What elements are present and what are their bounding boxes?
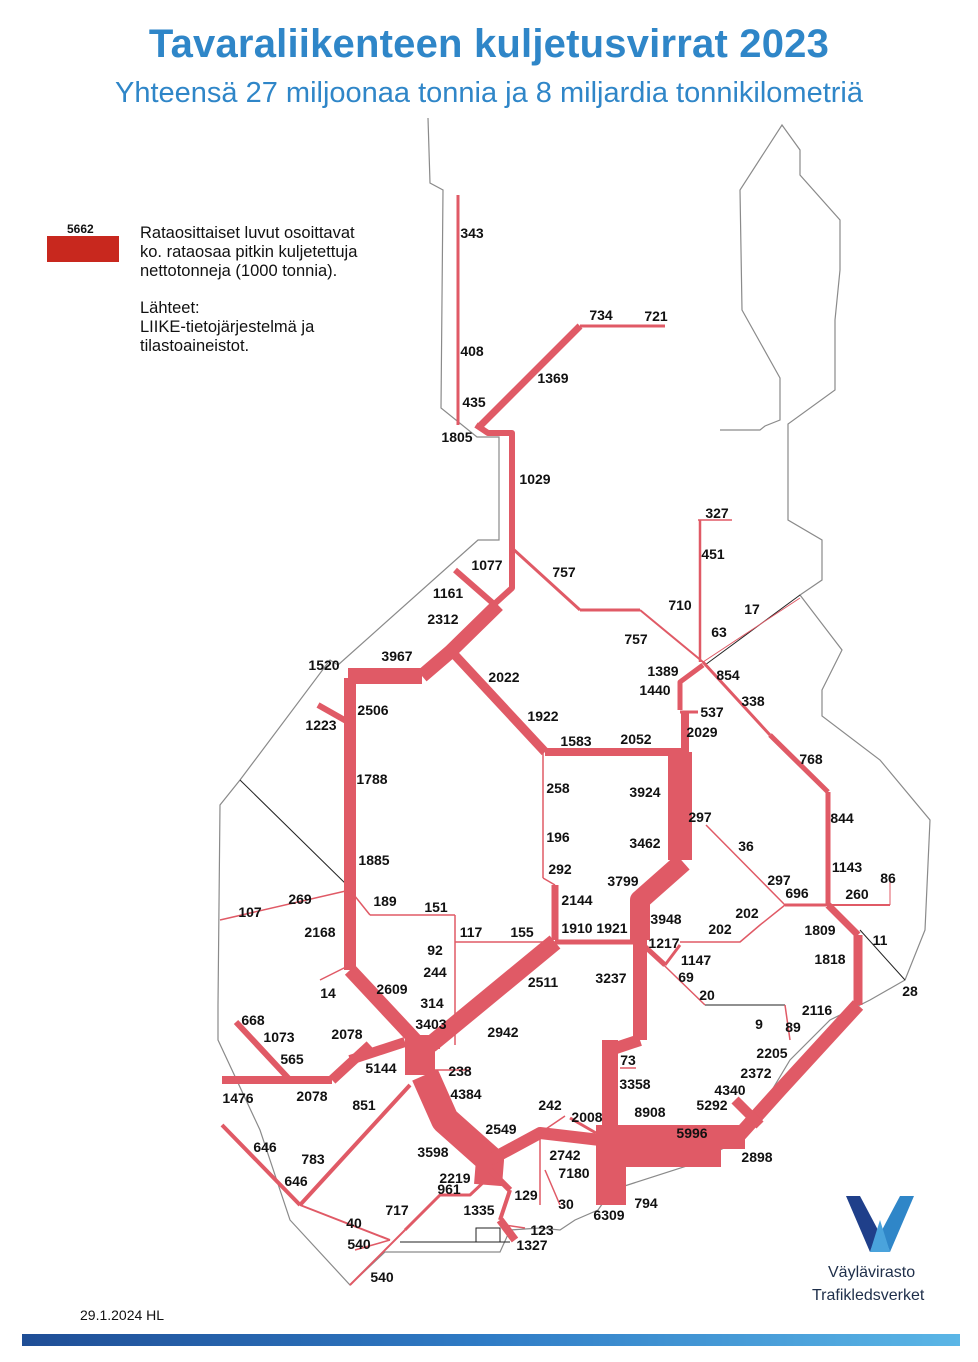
flow-label: 3237 <box>595 970 627 986</box>
flow-label: 3403 <box>415 1016 447 1032</box>
flow-label: 1922 <box>527 708 559 724</box>
flow-label: 1143 <box>831 859 863 875</box>
flow-label: 69 <box>678 969 694 985</box>
flow-label: 2052 <box>620 731 652 747</box>
flow-label: 202 <box>735 905 759 921</box>
flow-label: 3462 <box>629 835 661 851</box>
footer-date: 29.1.2024 HL <box>80 1307 165 1323</box>
flow-label: 1885 <box>358 852 390 868</box>
flow-label: 242 <box>538 1097 562 1113</box>
flow-label: 2549 <box>485 1121 517 1137</box>
flow-label: 5144 <box>365 1060 397 1076</box>
flow-label: 1029 <box>519 471 551 487</box>
flow-label: 1818 <box>814 951 846 967</box>
flow-label: 2506 <box>357 702 389 718</box>
flow-label: 1327 <box>516 1237 548 1253</box>
footer-bar <box>22 1334 960 1346</box>
flow-label: 646 <box>284 1173 308 1189</box>
flow-network <box>220 195 890 1285</box>
flow-label: 844 <box>830 810 854 826</box>
flow-label: 451 <box>701 546 725 562</box>
flow-label: 721 <box>644 308 668 324</box>
flow-label: 1805 <box>441 429 473 445</box>
flow-label: 343 <box>460 225 484 241</box>
flow-label: 1921 <box>596 920 628 936</box>
flow-label: 435 <box>462 394 486 410</box>
flow-label: 1223 <box>305 717 337 733</box>
flow-label: 696 <box>785 885 809 901</box>
flow-label: 86 <box>880 870 896 886</box>
flow-label: 408 <box>460 343 484 359</box>
flow-label: 4384 <box>450 1086 482 1102</box>
flow-label: 92 <box>427 942 443 958</box>
flow-label: 2078 <box>331 1026 363 1042</box>
flow-label: 327 <box>705 505 729 521</box>
flow-label: 238 <box>448 1063 472 1079</box>
flow-label: 2312 <box>427 611 459 627</box>
flow-label: 540 <box>370 1269 394 1285</box>
flow-label: 5292 <box>696 1097 728 1113</box>
flow-label: 1520 <box>308 657 340 673</box>
flow-label: 2372 <box>740 1065 772 1081</box>
flow-label: 28 <box>902 983 918 999</box>
page-title: Tavaraliikenteen kuljetusvirrat 2023 <box>148 22 830 66</box>
flow-label: 3598 <box>417 1144 449 1160</box>
flow-label: 2008 <box>571 1109 603 1125</box>
flow-label: 314 <box>420 995 444 1011</box>
flow-label: 540 <box>347 1236 371 1252</box>
sources-line: LIIKE-tietojärjestelmä ja <box>140 318 315 336</box>
flow-label: 851 <box>352 1097 376 1113</box>
flow-label: 717 <box>385 1202 409 1218</box>
flow-label: 710 <box>668 597 692 613</box>
flow-label: 854 <box>716 667 740 683</box>
logo-name-sv: Trafikledsverket <box>812 1287 925 1304</box>
legend-line: Rataosittaiset luvut osoittavat <box>140 224 355 242</box>
flow-label: 646 <box>253 1139 277 1155</box>
flow-label: 14 <box>320 985 336 1001</box>
flow-label: 3799 <box>607 873 639 889</box>
flow-label: 258 <box>546 780 570 796</box>
flow-label: 89 <box>785 1019 801 1035</box>
flow-label: 11 <box>872 932 888 948</box>
legend-text <box>140 224 357 356</box>
flow-label: 2144 <box>561 892 593 908</box>
flow-label: 36 <box>738 838 754 854</box>
flow-label: 1583 <box>560 733 592 749</box>
flow-label: 2609 <box>376 981 408 997</box>
flow-label: 2029 <box>686 724 718 740</box>
flow-label: 2022 <box>488 669 520 685</box>
sources-heading: Lähteet: <box>140 299 200 317</box>
flow-label: 1217 <box>648 935 680 951</box>
flow-label: 1476 <box>222 1090 254 1106</box>
flow-label: 151 <box>424 899 448 915</box>
flow-label: 2116 <box>801 1002 833 1018</box>
flow-label: 757 <box>552 564 576 580</box>
flow-label: 668 <box>241 1012 265 1028</box>
flow-label: 8908 <box>634 1104 666 1120</box>
flow-label: 2205 <box>756 1045 788 1061</box>
flow-label: 3967 <box>381 648 413 664</box>
flow-label: 1389 <box>647 663 679 679</box>
flow-label: 794 <box>634 1195 658 1211</box>
flow-label: 1369 <box>537 370 569 386</box>
flow-label: 2898 <box>741 1149 773 1165</box>
flow-label: 1335 <box>463 1202 495 1218</box>
flow-label: 297 <box>688 809 712 825</box>
flow-label: 5996 <box>676 1125 708 1141</box>
south-east-trunk <box>596 1125 745 1205</box>
flow-label: 1788 <box>356 771 388 787</box>
flow-label: 20 <box>699 987 715 1003</box>
flow-label: 1440 <box>639 682 671 698</box>
flow-label: 1077 <box>471 557 503 573</box>
page-subtitle: Yhteensä 27 miljoonaa tonnia ja 8 miljardia tonnikilometriä <box>115 77 863 109</box>
flow-label: 3948 <box>650 911 682 927</box>
flow-label: 961 <box>437 1181 461 1197</box>
flow-label: 537 <box>700 704 724 720</box>
flow-label: 1910 <box>561 920 593 936</box>
flow-label: 107 <box>238 904 262 920</box>
flow-label: 40 <box>346 1215 362 1231</box>
flow-label: 4340 <box>714 1082 746 1098</box>
flow-label: 155 <box>510 924 534 940</box>
flow-label: 1147 <box>680 952 712 968</box>
flow-label: 3924 <box>629 784 661 800</box>
flow-label: 63 <box>711 624 727 640</box>
flow-label: 73 <box>620 1052 636 1068</box>
flow-label: 297 <box>767 872 791 888</box>
flow-label: 17 <box>744 601 760 617</box>
flow-label: 117 <box>459 924 483 940</box>
flow-label: 129 <box>514 1187 538 1203</box>
flow-label: 202 <box>708 921 732 937</box>
flow-label: 7180 <box>558 1165 590 1181</box>
logo-name-fi: Väylävirasto <box>828 1264 916 1281</box>
flow-label: 565 <box>280 1051 304 1067</box>
flow-label: 734 <box>589 307 613 323</box>
flow-label: 30 <box>558 1196 574 1212</box>
legend-sample-value: 5662 <box>67 222 94 236</box>
flow-label: 768 <box>799 751 823 767</box>
flow-label: 2511 <box>527 974 559 990</box>
flow-label: 757 <box>624 631 648 647</box>
legend-line: nettotonneja (1000 tonnia). <box>140 262 338 280</box>
boundary-lines <box>240 595 905 1242</box>
flow-label: 2168 <box>304 924 336 940</box>
flow-label: 189 <box>373 893 397 909</box>
flow-label: 3358 <box>619 1076 651 1092</box>
flow-label: 2742 <box>549 1147 581 1163</box>
sources-line: tilastoaineistot. <box>140 337 250 355</box>
flow-label: 338 <box>741 693 765 709</box>
flow-label: 1809 <box>804 922 836 938</box>
legend-line: ko. rataosaa pitkin kuljetettuja <box>140 243 358 261</box>
legend-sample-bar <box>47 236 119 262</box>
flow-label: 2219 <box>439 1170 471 1186</box>
logo-mark-icon <box>840 1190 920 1260</box>
flow-label: 6309 <box>593 1207 625 1223</box>
flow-label: 783 <box>301 1151 325 1167</box>
flow-label: 9 <box>755 1016 763 1032</box>
flow-label: 2078 <box>296 1088 328 1104</box>
flow-label: 196 <box>546 829 570 845</box>
flow-label: 1161 <box>432 585 464 601</box>
flow-label: 1073 <box>263 1029 295 1045</box>
flow-label: 269 <box>288 891 312 907</box>
flow-label: 123 <box>530 1222 554 1238</box>
flow-label: 244 <box>423 964 447 980</box>
flow-label: 260 <box>845 886 869 902</box>
flow-label: 292 <box>548 861 572 877</box>
flow-label: 2942 <box>487 1024 519 1040</box>
